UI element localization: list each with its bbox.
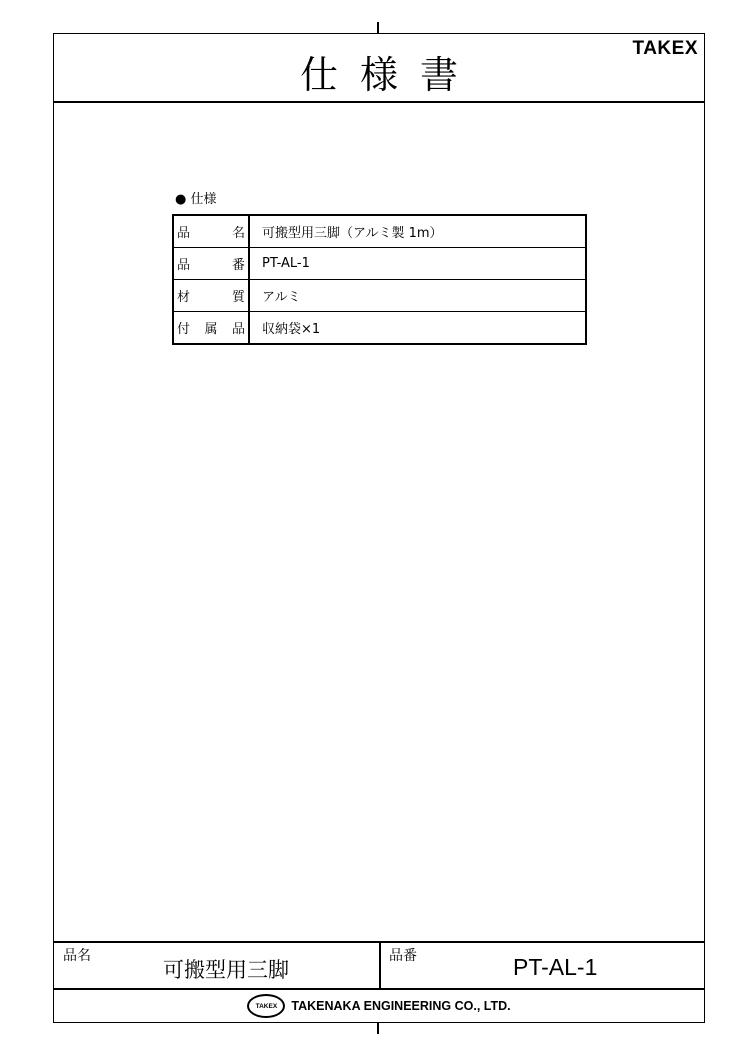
label-char: 属 <box>204 322 218 337</box>
label-char: 材 <box>177 290 191 305</box>
company-line <box>53 992 705 1020</box>
section-heading <box>175 188 217 207</box>
table-row <box>173 215 586 248</box>
page-frame <box>53 33 705 1023</box>
label-char: 品 <box>177 258 191 273</box>
spec-table <box>172 214 587 345</box>
table-row <box>173 312 586 345</box>
product-code-value: PT-AL-1 <box>513 954 598 980</box>
document-title: 仕様書 <box>299 53 480 97</box>
label-char: 品 <box>177 226 191 241</box>
section-title: 仕様 <box>190 192 217 207</box>
divider <box>53 101 705 103</box>
table-row <box>173 248 586 280</box>
bullet-icon: ● <box>175 192 187 207</box>
center-mark-top <box>377 22 379 33</box>
row-value: PT-AL-1 <box>249 248 586 280</box>
center-mark-bottom <box>377 1023 379 1034</box>
row-value: アルミ <box>249 280 586 312</box>
product-code-label: 品番 <box>389 948 417 964</box>
company-name: TAKENAKA ENGINEERING CO., LTD. <box>291 999 511 1013</box>
table-row <box>173 280 586 312</box>
label-char: 質 <box>231 290 245 305</box>
divider <box>379 941 381 989</box>
label-char: 付 <box>177 322 191 337</box>
label-char: 番 <box>231 258 245 273</box>
brand-logo: TAKEX <box>632 38 698 59</box>
company-logo: TAKEX <box>247 994 285 1018</box>
label-char: 品 <box>231 322 245 337</box>
row-label <box>177 286 245 305</box>
product-name-label: 品名 <box>63 948 91 964</box>
product-name-value: 可搬型用三脚 <box>163 958 289 982</box>
row-label <box>177 254 245 273</box>
row-value: 可搬型用三脚（アルミ製 1m） <box>249 215 586 248</box>
label-char: 名 <box>231 226 245 241</box>
row-value: 収納袋×1 <box>249 312 586 345</box>
row-label <box>177 318 245 337</box>
row-label <box>177 222 245 241</box>
